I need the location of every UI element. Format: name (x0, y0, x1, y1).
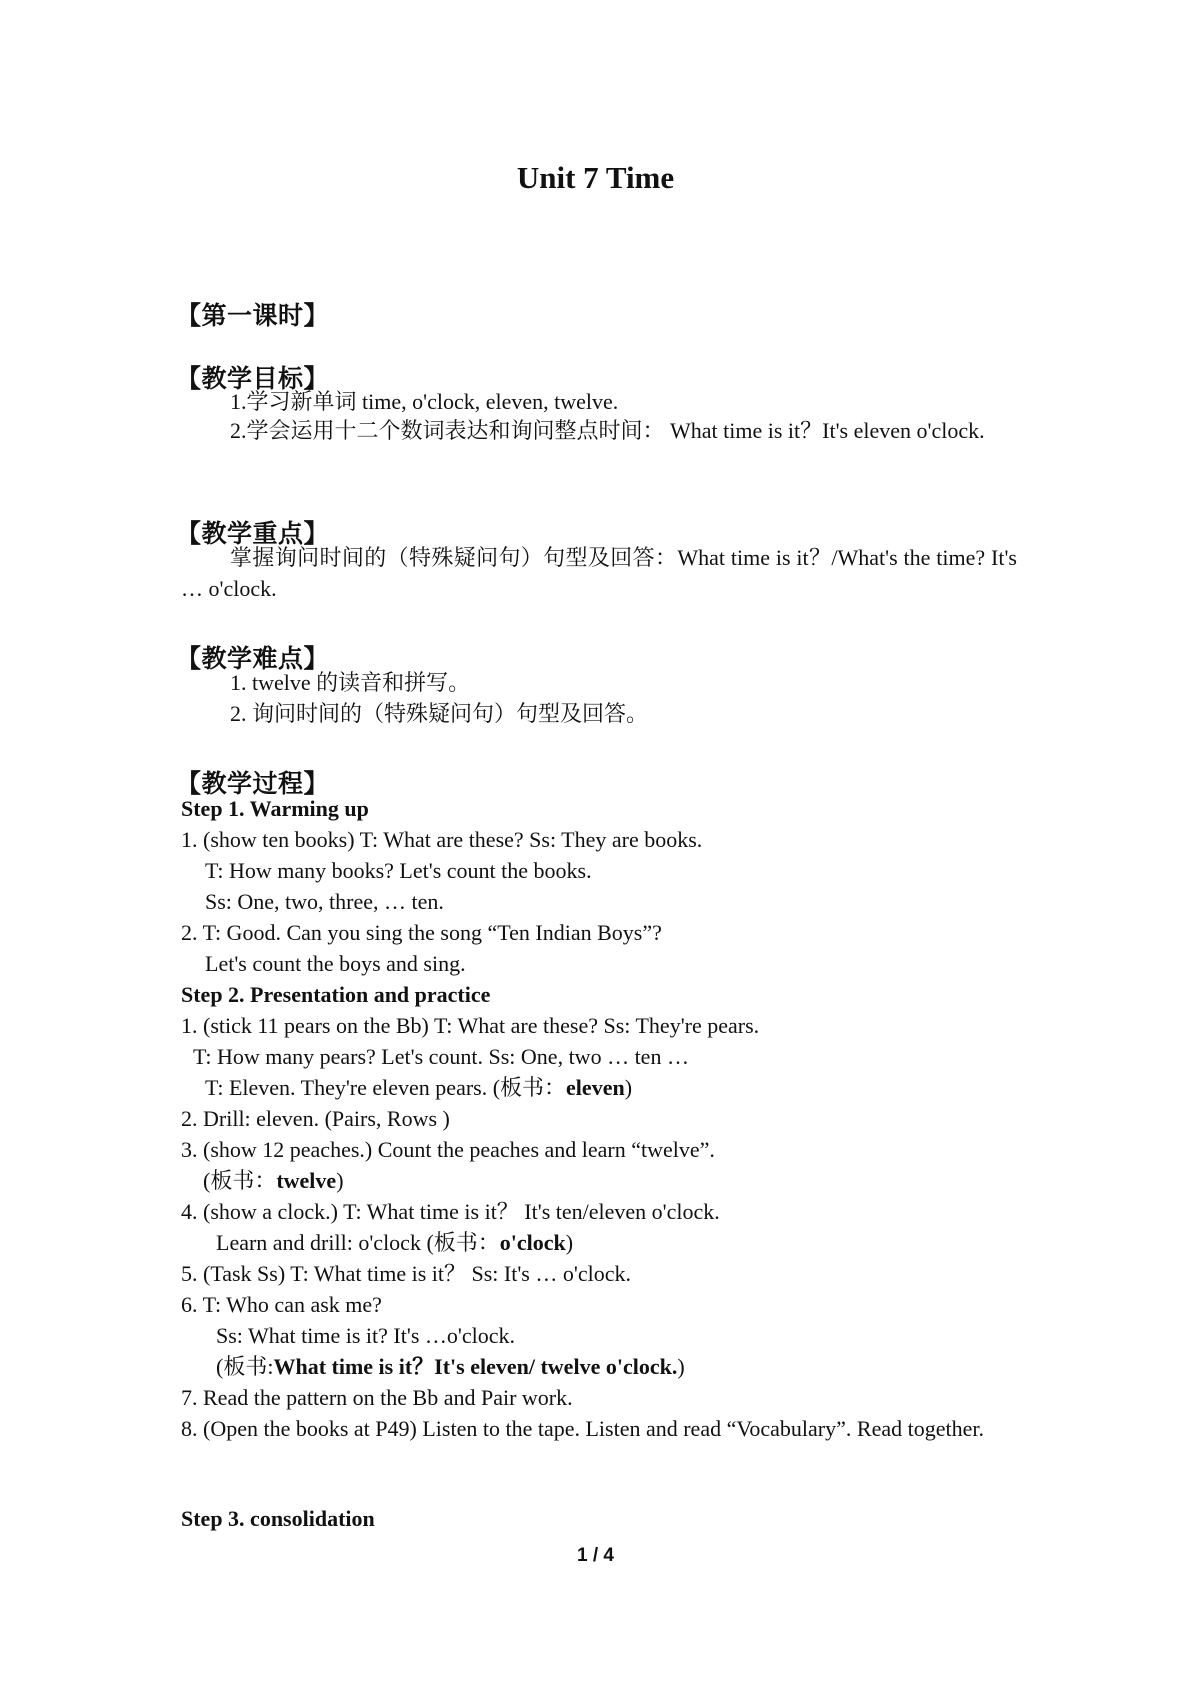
step-1-heading: Step 1. Warming up (181, 796, 369, 821)
step-2-line-10: 6. T: Who can ask me? (181, 1292, 382, 1317)
step-1-line-3: Ss: One, two, three, … ten. (205, 889, 444, 914)
step-2-line-11: Ss: What time is it? It's …o'clock. (216, 1323, 515, 1348)
step-2-line-3-end: ) (624, 1075, 633, 1100)
step-2-line-8-text: Learn and drill: o'clock (板书： (216, 1230, 500, 1255)
step-2-line-6 (203, 1165, 344, 1196)
objective-item-2: 2.学会运用十二个数词表达和询问整点时间： What time is it？It's eleven o'clock. (230, 418, 985, 443)
step-2-line-12-text: (板书: (216, 1354, 274, 1379)
step-1-line-2: T: How many books? Let's count the books. (205, 858, 592, 883)
section-heading-difficulties: 【教学难点】 (176, 644, 330, 673)
page-number: 1 / 4 (577, 1545, 614, 1566)
step-2-line-8 (216, 1227, 573, 1258)
step-3-heading: Step 3. consolidation (181, 1506, 375, 1531)
difficulty-item-2: 2. 询问时间的（特殊疑问句）句型及回答。 (230, 701, 649, 726)
section-heading-key-points: 【教学重点】 (176, 519, 330, 548)
step-2-line-14: 8. (Open the books at P49) Listen to the tape. Listen and read “Vocabulary”. Read together. (181, 1416, 984, 1441)
step-2-line-3-text: T: Eleven. They're eleven pears. (板书： (205, 1075, 567, 1100)
step-2-line-6-end: ) (336, 1168, 344, 1193)
step-2-line-3 (205, 1072, 632, 1103)
step-1-line-1: 1. (show ten books) T: What are these? Ss: They are books. (181, 827, 703, 852)
step-2-line-13: 7. Read the pattern on the Bb and Pair work. (181, 1385, 573, 1410)
board-word-eleven: eleven (566, 1075, 625, 1100)
step-2-line-7: 4. (show a clock.) T: What time is it？ It's ten/eleven o'clock. (181, 1199, 720, 1224)
difficulty-item-1: 1. twelve 的读音和拼写。 (230, 670, 471, 695)
step-2-line-2: T: How many pears? Let's count. Ss: One, two … ten … (193, 1044, 689, 1069)
step-2-line-12-end: ) (677, 1354, 685, 1379)
step-1-line-4: 2. T: Good. Can you sing the song “Ten Indian Boys”? (181, 920, 662, 945)
page-title: Unit 7 Time (516, 160, 675, 195)
objective-item-1: 1.学习新单词 time, o'clock, eleven, twelve. (230, 389, 619, 414)
step-2-line-5: 3. (show 12 peaches.) Count the peaches and learn “twelve”. (181, 1137, 715, 1162)
section-heading-process: 【教学过程】 (176, 769, 330, 798)
step-2-line-1: 1. (stick 11 pears on the Bb) T: What are these? Ss: They're pears. (181, 1013, 760, 1038)
step-2-line-9: 5. (Task Ss) T: What time is it？ Ss: It's … o'clock. (181, 1261, 631, 1286)
step-2-heading: Step 2. Presentation and practice (181, 982, 491, 1007)
step-2-line-8-end: ) (565, 1230, 574, 1255)
step-1-line-5: Let's count the boys and sing. (205, 951, 466, 976)
step-2-line-6-text: (板书： (203, 1168, 277, 1193)
section-heading-objectives: 【教学目标】 (176, 364, 330, 393)
board-word-twelve: twelve (276, 1168, 337, 1193)
section-heading-lesson: 【第一课时】 (176, 301, 330, 330)
step-2-line-4: 2. Drill: eleven. (Pairs, Rows ) (181, 1106, 450, 1131)
board-word-oclock: o'clock (499, 1230, 566, 1255)
step-2-line-12 (216, 1351, 685, 1382)
key-points-text: 掌握询问时间的（特殊疑问句）句型及回答：What time is it？/What's the time? It's … o'clock. (181, 545, 1017, 601)
board-sentence: What time is it？It's eleven/ twelve o'clock. (273, 1354, 678, 1379)
